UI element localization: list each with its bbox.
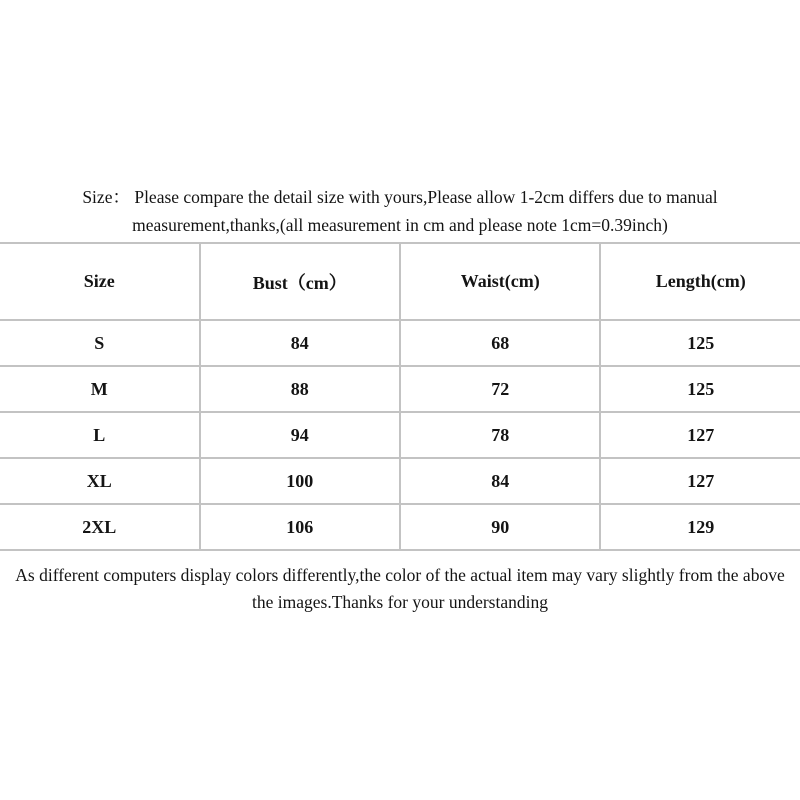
- table-row-l: [0, 412, 800, 458]
- length-value: 127: [600, 458, 800, 504]
- size-label: S: [0, 320, 200, 366]
- color-disclaimer-line-1: As different computers display colors differently,the color of the actual item may vary slightly from the above: [15, 565, 785, 585]
- size-table: [0, 242, 800, 551]
- length-value: 125: [600, 366, 800, 412]
- size-label: M: [0, 366, 200, 412]
- measurement-note-line-2: measurement,thanks,(all measurement in cm and please note 1cm=0.39inch): [132, 215, 668, 235]
- waist-value: 84: [400, 458, 600, 504]
- measurement-note-line-1: Size： Please compare the detail size with yours,Please allow 1-2cm differs due to manual: [82, 187, 718, 207]
- column-header-bust: Bust（cm）: [200, 243, 400, 320]
- measurement-note: [61, 0, 739, 239]
- size-label: L: [0, 412, 200, 458]
- size-label: 2XL: [0, 504, 200, 550]
- column-header-length: Length(cm): [600, 243, 800, 320]
- waist-value: 68: [400, 320, 600, 366]
- color-disclaimer: [0, 562, 800, 616]
- bust-value: 94: [200, 412, 400, 458]
- length-value: 127: [600, 412, 800, 458]
- table-row-m: [0, 366, 800, 412]
- size-table-head: [0, 243, 800, 320]
- column-header-waist: Waist(cm): [400, 243, 600, 320]
- table-row-s: [0, 320, 800, 366]
- size-label: XL: [0, 458, 200, 504]
- bust-value: 84: [200, 320, 400, 366]
- waist-value: 90: [400, 504, 600, 550]
- column-header-size: Size: [0, 243, 200, 320]
- table-row-xl: [0, 458, 800, 504]
- length-value: 125: [600, 320, 800, 366]
- bust-value: 88: [200, 366, 400, 412]
- bust-value: 106: [200, 504, 400, 550]
- header-row: [0, 243, 800, 320]
- color-disclaimer-line-2: the images.Thanks for your understanding: [252, 592, 548, 612]
- table-row-2xl: [0, 504, 800, 550]
- bust-value: 100: [200, 458, 400, 504]
- waist-value: 72: [400, 366, 600, 412]
- length-value: 129: [600, 504, 800, 550]
- size-table-body: [0, 320, 800, 550]
- waist-value: 78: [400, 412, 600, 458]
